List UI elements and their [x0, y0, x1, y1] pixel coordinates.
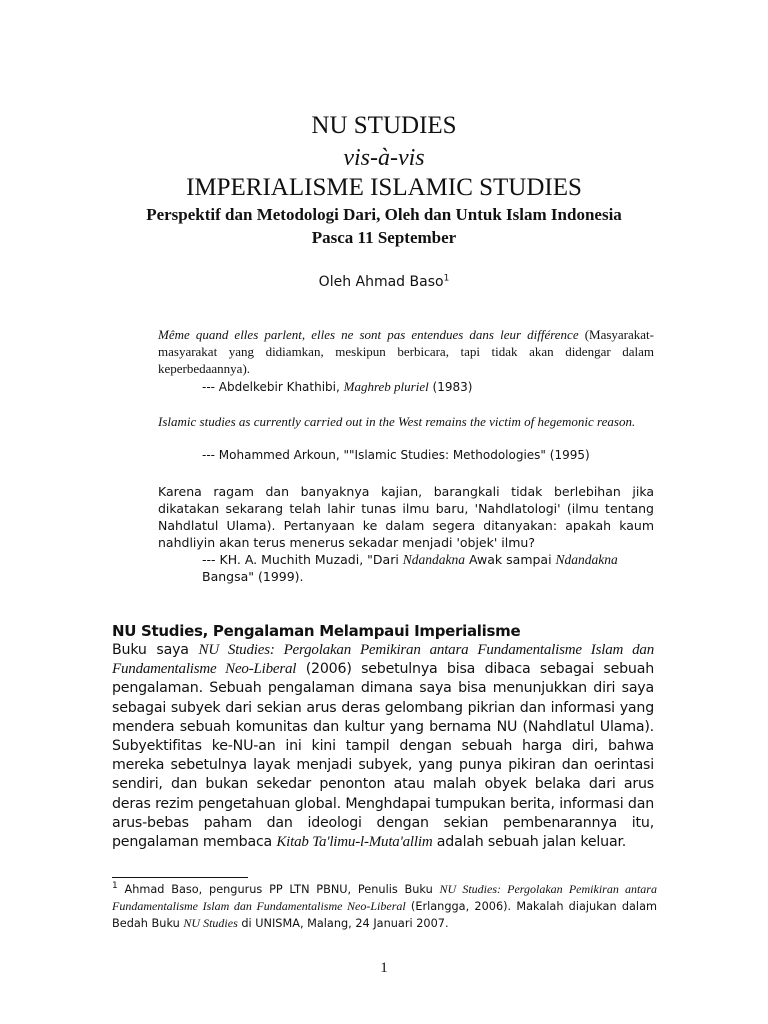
footnote-text-mid: (Erlangga, 2006). Makalah diajukan dalam Bedah Buku	[112, 900, 657, 930]
attribution-3-mid: Awak sampai	[465, 552, 556, 567]
epigraph-2	[158, 413, 654, 430]
footnote-mark: 1	[112, 881, 118, 892]
attribution-3-italic-1: Ndandakna	[402, 552, 466, 567]
epigraph-3: Karena ragam dan banyaknya kajian, barangkali tidak berlebihan jika dikatakan sekarang telah lahir tunas ilmu baru, 'Nahdlatologi' (ilmu tentang Nahdlatul Ulama). Pertanyaan ke dalam segera ditanyakan: apakah kaum nahdliyin akan terus menerus sekadar menjadi 'objek' ilmu?	[158, 484, 654, 550]
body-text-end: adalah sebuah jalan keluar.	[432, 834, 627, 851]
attribution-3-end: Bangsa" (1999).	[202, 569, 304, 584]
body-book-title: NU Studies: Pergolakan Pemikiran antara Fundamentalisme Islam dan Fundamentalisme Neo-Liberal	[112, 642, 654, 678]
attribution-1-work: Maghreb pluriel	[343, 379, 429, 394]
footnote-divider	[112, 877, 248, 878]
footnote-text-start: Ahmad Baso, pengurus PP LTN PBNU, Penulis Buku	[117, 883, 440, 896]
footnote-text-end: di UNISMA, Malang, 24 Januari 2007.	[237, 917, 449, 930]
author-name: Oleh Ahmad Baso	[318, 274, 444, 290]
section-heading: NU Studies, Pengalaman Melampaui Imperialisme	[112, 622, 521, 640]
attribution-3-italic-2: Ndandakna	[555, 552, 618, 567]
page-number: 1	[380, 960, 388, 976]
epigraph-3-attribution	[202, 551, 662, 585]
epigraph-1-attribution	[202, 378, 662, 396]
footnote-book-title-2: NU Studies	[183, 916, 238, 930]
epigraph-1	[158, 326, 654, 377]
body-kitab-title: Kitab Ta'limu-l-Muta'allim	[276, 834, 433, 851]
body-text-start: Buku saya	[112, 642, 199, 658]
subtitle-line-1: Perspektif dan Metodologi Dari, Oleh dan Untuk Islam Indonesia	[146, 205, 622, 224]
footnote-book-title: NU Studies: Pergolakan Pemikiran antara Fundamentalisme Islam dan Fundamentalisme Neo-Liberal	[112, 882, 657, 913]
epigraph-1-translation: (Masyarakat-masyarakat yang didiamkan, meskipun berbicara, tapi tidak akan didengar dalam keperbedaannya).	[158, 327, 654, 376]
title-line-1: NU STUDIES	[311, 112, 457, 139]
author-byline	[0, 274, 768, 290]
epigraph-1-french: Même quand elles parlent, elles ne sont pas entendues dans leur différence	[158, 327, 579, 342]
epigraph-2-text: Islamic studies as currently carried out in the West remains the victim of hegemonic reason.	[158, 414, 636, 429]
title-line-3: IMPERIALISME ISLAMIC STUDIES	[186, 174, 582, 201]
epigraph-2-attribution: --- Mohammed Arkoun, ""Islamic Studies: Methodologies" (1995)	[202, 448, 590, 462]
footnote	[112, 881, 657, 932]
attribution-3-author: --- KH. A. Muchith Muzadi, "Dari	[202, 552, 403, 567]
attribution-1-year: (1983)	[428, 380, 473, 394]
body-paragraph	[112, 641, 654, 852]
subtitle-line-2: Pasca 11 September	[311, 228, 457, 247]
attribution-1-author: --- Abdelkebir Khathibi,	[202, 380, 344, 394]
body-text-main: (2006) sebetulnya bisa dibaca sebagai sebuah pengalaman. Sebuah pengalaman dimana saya bisa menunjukkan diri saya sebagai subyek dari sekian arus deras gelombang pikrian dan informasi yang mendera sebuah komunitas dan kultur yang bernama NU (Nahdlatul Ulama). Subyektifitas ke-NU-an ini kini tampil dengan sebuah harga diri, bahwa mereka sebetulnya layak menjadi subyek, yang punya pikiran dan oerintasi sendiri, dan bukan sekedar penonton atau malah obyek belaka dari arus deras rezim pengetahuan global. Menghdapai tumpukan berita, informasi dan arus-bebas paham dan ideologi dengan sekian pembenarannya itu, pengalaman membaca	[112, 661, 655, 851]
title-line-2: vis-à-vis	[343, 145, 425, 171]
author-footnote-mark: 1	[443, 273, 450, 284]
